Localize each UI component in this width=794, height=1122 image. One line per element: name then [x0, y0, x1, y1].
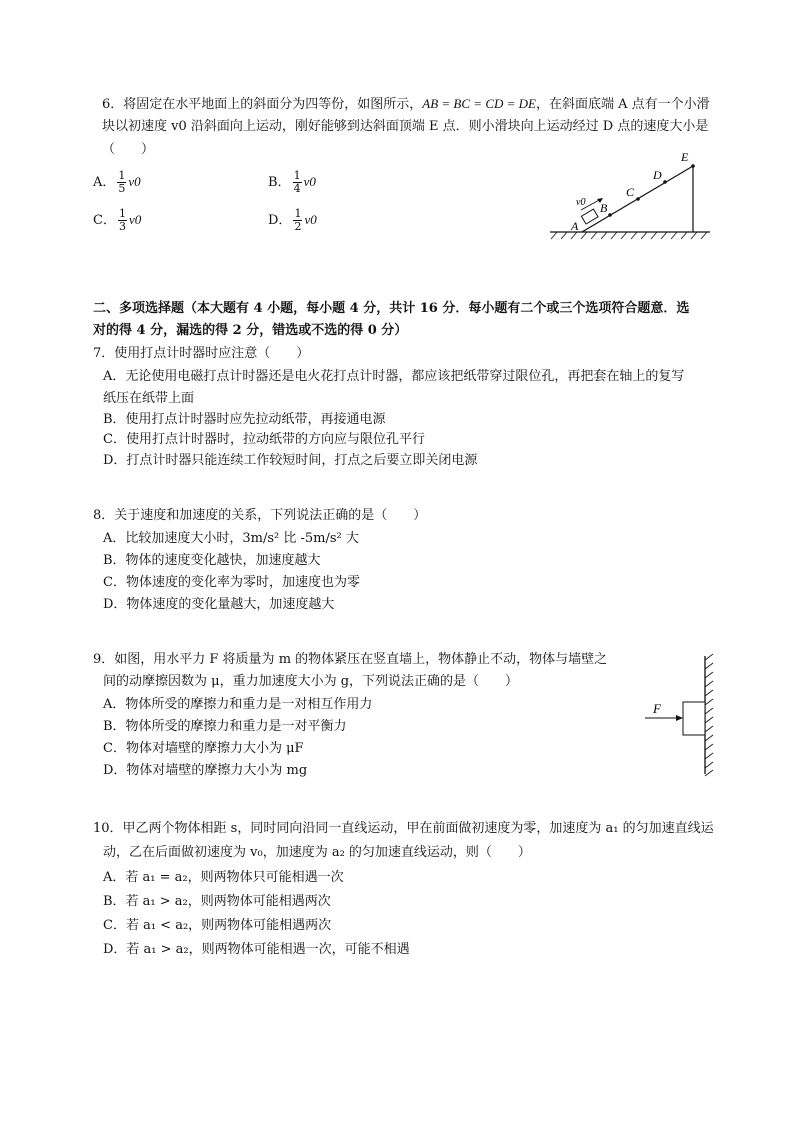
fraction: $\frac{1}{2}$	[294, 207, 302, 233]
q8-option-a[interactable]: A．比较加速度大小时，3m/s² 比 -5m/s² 大	[103, 531, 359, 546]
q9-option-d[interactable]: D．物体对墙壁的摩擦力大小为 mg	[103, 763, 308, 778]
label-c: C	[626, 185, 635, 199]
label-e: E	[681, 150, 689, 164]
q6-option-b[interactable]: B． $\frac{1}{4}$ v0	[268, 169, 316, 195]
q7-option-d[interactable]: D．打点计时器只能连续工作较短时间，打点之后要立即关闭电源	[103, 453, 478, 468]
fraction: $\frac{1}{5}$	[118, 169, 126, 195]
q6-stem-line1: 6．将固定在水平地面上的斜面分为四等份，如图所示，AB = BC = CD = DE，在斜面底端 A 点有一个小滑	[102, 96, 710, 112]
q10-stem-line2: 动，乙在后面做初速度为 v₀，加速度为 a₂ 的匀加速直线运动，则（ ）	[103, 845, 531, 860]
fraction: $\frac{1}{4}$	[293, 169, 301, 195]
q6-stem-line3: （ ）	[102, 142, 155, 157]
point-e	[691, 164, 695, 168]
q6-stem-line2: 块以初速度 v0 沿斜面向上运动，刚好能够到达斜面顶端 E 点．则小滑块向上运动经过 D 点的速度大小是	[102, 119, 709, 134]
wall-figure	[640, 652, 720, 777]
force-arrow-head	[676, 715, 683, 721]
q10-option-a[interactable]: A．若 a₁ = a₂，则两物体只可能相遇一次	[103, 870, 344, 885]
label-f: F	[653, 701, 661, 716]
q9-stem-line2: 间的动摩擦因数为 μ，重力加速度大小为 g，下列说法正确的是（ ）	[103, 674, 519, 689]
fraction: $\frac{1}{3}$	[118, 207, 126, 233]
q7-option-c[interactable]: C．使用打点计时器时，拉动纸带的方向应与限位孔平行	[103, 432, 425, 447]
point-b	[608, 213, 612, 217]
section2-title-line2: 对的得 4 分，漏选的得 2 分，错选或不选的得 0 分）	[93, 323, 408, 338]
block	[683, 702, 705, 735]
label-v0: v0	[576, 197, 586, 208]
label-a: A	[571, 219, 579, 233]
q10-stem-line1: 10．甲乙两个物体相距 s，同时同向沿同一直线运动，甲在前面做初速度为零，加速度为 a₁ 的匀加速直线运	[93, 821, 714, 836]
slider-block	[581, 209, 598, 224]
q10-option-b[interactable]: B．若 a₁ > a₂，则两物体可能相遇两次	[103, 894, 331, 909]
q6-option-d[interactable]: D． $\frac{1}{2}$ v0	[268, 207, 317, 233]
point-c	[636, 197, 640, 201]
q6-option-a[interactable]: A． $\frac{1}{5}$ v0	[93, 169, 141, 195]
q9-stem-line1: 9．如图，用水平力 F 将质量为 m 的物体紧压在竖直墙上，物体静止不动，物体与墙壁之	[93, 652, 608, 667]
section2-title-line1: 二、多项选择题（本大题有 4 小题，每小题 4 分，共计 16 分．每小题有二个或三个选项符合题意．选	[93, 301, 690, 316]
q10-option-c[interactable]: C．若 a₁ < a₂，则两物体可能相遇两次	[103, 918, 332, 933]
label-b: B	[600, 201, 608, 215]
q7-option-b[interactable]: B．使用打点计时器时应先拉动纸带，再接通电源	[103, 412, 386, 427]
incline-figure	[545, 148, 715, 243]
label-d: D	[653, 168, 662, 182]
q9-option-a[interactable]: A．物体所受的摩擦力和重力是一对相互作用力	[103, 697, 373, 712]
q6-option-c[interactable]: C． $\frac{1}{3}$ v0	[93, 207, 142, 233]
q7-option-a-cont: 纸压在纸带上面	[103, 391, 195, 406]
q9-option-b[interactable]: B．物体所受的摩擦力和重力是一对平衡力	[103, 719, 347, 734]
ground-hatch	[551, 232, 707, 239]
q8-option-c[interactable]: C．物体速度的变化率为零时，加速度也为零	[103, 575, 360, 590]
q8-stem: 8．关于速度和加速度的关系，下列说法正确的是（ ）	[93, 508, 427, 523]
q8-option-b[interactable]: B．物体的速度变化越快，加速度越大	[103, 553, 321, 568]
q8-option-d[interactable]: D．物体速度的变化量越大，加速度越大	[103, 597, 335, 612]
q10-option-d[interactable]: D．若 a₁ > a₂，则两物体可能相遇一次，可能不相遇	[103, 942, 410, 957]
q9-option-c[interactable]: C．物体对墙壁的摩擦力大小为 μF	[103, 741, 304, 756]
q7-stem: 7．使用打点计时器时应注意（ ）	[93, 346, 310, 361]
q7-option-a[interactable]: A．无论使用电磁打点计时器还是电火花打点计时器，都应该把纸带穿过限位孔，再把套在轴上的复写	[103, 369, 685, 384]
wall-hatch	[705, 654, 713, 776]
point-d	[663, 180, 667, 184]
